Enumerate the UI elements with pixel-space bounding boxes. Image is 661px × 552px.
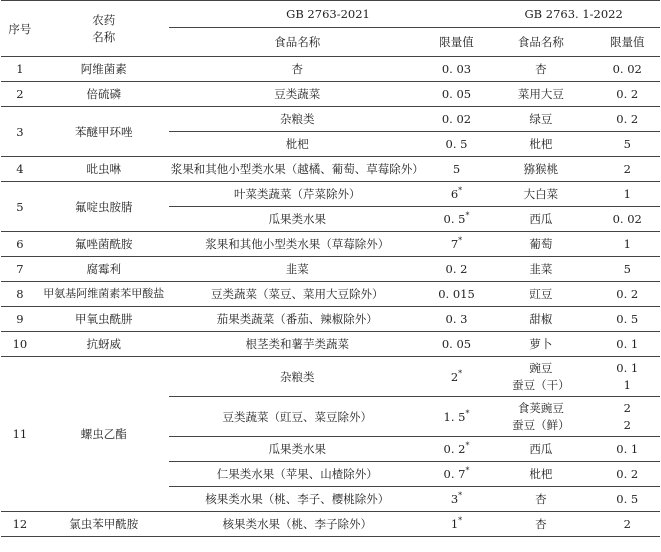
- limit-value: 3: [450, 492, 459, 506]
- footnote-star: *: [458, 491, 463, 500]
- limit-2022: 0. 1: [594, 437, 660, 462]
- food-name-2022: 杏: [487, 512, 594, 537]
- row-number: 8: [1, 282, 39, 307]
- food-name-2021: 韭菜: [169, 257, 426, 282]
- pesticide-name: 螺虫乙酯: [39, 357, 169, 512]
- limit-2022: 5: [594, 257, 660, 282]
- food-name-2021: 枇杷: [169, 132, 426, 157]
- footnote-star: *: [458, 186, 463, 195]
- limit-2022: 0. 2: [594, 282, 660, 307]
- row-number: 10: [1, 332, 39, 357]
- limit-2022: 1: [594, 182, 660, 207]
- limit-2021: 0. 05: [426, 82, 488, 107]
- food-name-2022: 豇豆: [487, 282, 594, 307]
- limit-2022: 2: [594, 512, 660, 537]
- limit-2022: 0. 02: [594, 57, 660, 82]
- pesticide-name: 阿维菌素: [39, 57, 169, 82]
- pesticide-name: 倍硫磷: [39, 82, 169, 107]
- table-row: [1, 357, 660, 397]
- pesticide-name: 吡虫啉: [39, 157, 169, 182]
- food-name-2021: 核果类水果（桃、李子除外）: [169, 512, 426, 537]
- limit-2021: [426, 397, 488, 437]
- row-number: 1: [1, 57, 39, 82]
- food-name-header-2022: 食品名称: [487, 28, 594, 57]
- food-name-2022: 猕猴桃: [487, 157, 594, 182]
- limit-value: 0. 2: [443, 442, 466, 456]
- limit-2022: 0. 2: [594, 107, 660, 132]
- food-name-2022: 西瓜: [487, 437, 594, 462]
- food-name-line: 豌豆: [529, 360, 553, 375]
- food-name-2022: 甜椒: [487, 307, 594, 332]
- food-name-2021: 叶菜类蔬菜（芹菜除外）: [169, 182, 426, 207]
- table-row: [1, 257, 660, 282]
- row-number: 3: [1, 107, 39, 157]
- footnote-star: *: [458, 368, 463, 378]
- limit-2021: 0. 015: [426, 282, 488, 307]
- limit-value: 0. 5: [443, 212, 466, 226]
- footnote-star: *: [465, 441, 470, 450]
- pesticide-header-line1: 农药: [92, 12, 116, 27]
- limit-value: 7: [450, 237, 459, 251]
- limit-2021: [426, 512, 488, 537]
- food-name-2021: 仁果类水果（苹果、山楂除外）: [169, 462, 426, 487]
- limit-2021: [426, 462, 488, 487]
- limit-2022: 0. 2: [594, 82, 660, 107]
- row-number: 5: [1, 182, 39, 232]
- pesticide-name: 甲氧虫酰肼: [39, 307, 169, 332]
- food-name-2022: 葡萄: [487, 232, 594, 257]
- pesticide-name: 氟啶虫胺腈: [39, 182, 169, 232]
- food-name-2021: 豆类蔬菜: [169, 82, 426, 107]
- limit-2022: 5: [594, 132, 660, 157]
- food-name-2021: 杂粮类: [169, 357, 426, 397]
- food-name-2021: 瓜果类水果: [169, 207, 426, 232]
- pesticide-name: 抗蚜威: [39, 332, 169, 357]
- food-name-line: 食荚豌豆: [517, 400, 564, 415]
- limit-2021: [426, 357, 488, 397]
- limit-2022: 0. 5: [594, 307, 660, 332]
- food-name-2021: 豆类蔬菜（菜豆、菜用大豆除外）: [169, 282, 426, 307]
- food-name-2021: 浆果和其他小型类水果（越橘、葡萄、草莓除外）: [169, 157, 426, 182]
- limit-2022: 0. 1: [594, 332, 660, 357]
- row-number: 6: [1, 232, 39, 257]
- table-row: [1, 307, 660, 332]
- table-row: [1, 232, 660, 257]
- food-name-header-2021: 食品名称: [169, 28, 426, 57]
- food-name-2022: 韭菜: [487, 257, 594, 282]
- row-number: 11: [1, 357, 39, 512]
- limit-value-line: 0. 1: [616, 360, 639, 375]
- header-row-1: [1, 1, 660, 28]
- food-name-2021: 瓜果类水果: [169, 437, 426, 462]
- pesticide-name: 甲氨基阿维菌素苯甲酸盐: [39, 282, 169, 307]
- footnote-star: *: [465, 408, 470, 418]
- food-name-2021: 杏: [169, 57, 426, 82]
- food-name-2022: 西瓜: [487, 207, 594, 232]
- table-row: [1, 57, 660, 82]
- food-name-2022: 枇杷: [487, 462, 594, 487]
- row-number: 2: [1, 82, 39, 107]
- food-name-2021: 根茎类和薯芋类蔬菜: [169, 332, 426, 357]
- food-name-2021: 杂粮类: [169, 107, 426, 132]
- food-name-2021: 浆果和其他小型类水果（草莓除外）: [169, 232, 426, 257]
- limit-header-2022: 限量值: [594, 28, 660, 57]
- food-name-2021: 豆类蔬菜（豇豆、菜豆除外）: [169, 397, 426, 437]
- food-name-2022: [487, 357, 594, 397]
- food-name-2022: 绿豆: [487, 107, 594, 132]
- row-number: 9: [1, 307, 39, 332]
- limit-header-2021: 限量值: [426, 28, 488, 57]
- limit-value: 2: [450, 369, 459, 384]
- food-name-line: 蚕豆（干）: [512, 377, 570, 392]
- food-name-2022: 杏: [487, 487, 594, 512]
- footnote-star: *: [458, 516, 463, 525]
- pesticide-name: 腐霉利: [39, 257, 169, 282]
- limit-2021: [426, 437, 488, 462]
- footnote-star: *: [465, 211, 470, 220]
- pesticide-header-line2: 名称: [92, 29, 116, 44]
- limit-2022: [594, 397, 660, 437]
- row-number: 12: [1, 512, 39, 537]
- row-number: 4: [1, 157, 39, 182]
- limit-2021: [426, 487, 488, 512]
- limit-2021: 0. 03: [426, 57, 488, 82]
- food-name-2021: 核果类水果（桃、李子、樱桃除外）: [169, 487, 426, 512]
- limit-value: 1. 5: [443, 409, 466, 424]
- limit-2021: [426, 182, 488, 207]
- limit-value-line: 2: [623, 400, 631, 415]
- limit-value-line: 1: [623, 377, 631, 392]
- limit-2022: 0. 2: [594, 462, 660, 487]
- table-row: [1, 107, 660, 132]
- food-name-2022: 菜用大豆: [487, 82, 594, 107]
- limit-2021: 0. 3: [426, 307, 488, 332]
- limit-2021: [426, 207, 488, 232]
- limit-value: 6: [450, 187, 459, 201]
- food-name-2022: 杏: [487, 57, 594, 82]
- limit-2022: 2: [594, 157, 660, 182]
- food-name-2022: [487, 397, 594, 437]
- std-2021-header: GB 2763-2021: [169, 1, 488, 28]
- table-row: [1, 82, 660, 107]
- pesticide-name-header: [39, 1, 169, 57]
- pesticide-name: 氯虫苯甲酰胺: [39, 512, 169, 537]
- limit-2021: 0. 02: [426, 107, 488, 132]
- limit-2022: 0. 5: [594, 487, 660, 512]
- seq-header: 序号: [1, 1, 39, 57]
- limit-value: 0. 7: [443, 467, 466, 481]
- food-name-2021: 茄果类蔬菜（番茄、辣椒除外）: [169, 307, 426, 332]
- limit-2021: 0. 05: [426, 332, 488, 357]
- limit-2021: [426, 232, 488, 257]
- food-name-line: 蚕豆（鲜）: [512, 417, 570, 432]
- limit-2022: 1: [594, 232, 660, 257]
- table-row: [1, 182, 660, 207]
- std-2022-header: GB 2763. 1-2022: [487, 1, 660, 28]
- table-row: [1, 157, 660, 182]
- table-row: [1, 282, 660, 307]
- limit-2021: 0. 2: [426, 257, 488, 282]
- pesticide-name: 苯醚甲环唑: [39, 107, 169, 157]
- limit-2021: 5: [426, 157, 488, 182]
- row-number: 7: [1, 257, 39, 282]
- limit-value-line: 2: [623, 417, 631, 432]
- food-name-2022: 萝卜: [487, 332, 594, 357]
- food-name-2022: 大白菜: [487, 182, 594, 207]
- table-row: [1, 512, 660, 537]
- limit-2022: 0. 02: [594, 207, 660, 232]
- limit-2022: [594, 357, 660, 397]
- limit-value: 1: [450, 517, 459, 531]
- table-row: [1, 332, 660, 357]
- limit-2021: 0. 5: [426, 132, 488, 157]
- footnote-star: *: [465, 466, 470, 475]
- pesticide-limit-table: [1, 0, 660, 537]
- footnote-star: *: [458, 236, 463, 245]
- food-name-2022: 枇杷: [487, 132, 594, 157]
- pesticide-name: 氟唑菌酰胺: [39, 232, 169, 257]
